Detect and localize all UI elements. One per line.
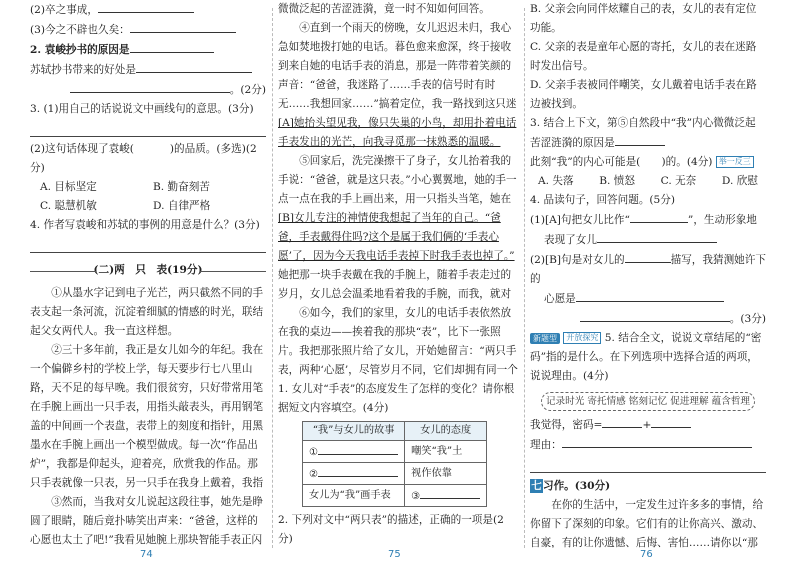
sentence-b: [B]女儿专注的神情使我想起了当年的自己。“爸爸，手表戴得住吗?这个是属于我们俩的‘手表心愿’了，因为今天我电话手表掉下时我手表也掉了。” xyxy=(278,212,515,262)
q3: 3. (1)用自己的话说说文中画线句的意思。(3分) xyxy=(30,103,254,115)
q3-2: (2)这句话体现了袁峻( )的品质。(多选)(2分) xyxy=(30,143,257,174)
table-header: “我”与女儿的故事 xyxy=(303,422,405,441)
divider xyxy=(524,8,525,548)
option-b[interactable]: B. 愤怒 xyxy=(599,175,635,187)
answer-blank[interactable] xyxy=(136,60,252,73)
paragraph-1: ①从墨水字记到电子光芒，两只截然不同的手表支起一条河流，沉淀着细腻的情感的时光，联结起父女两代人。我一直这样想。 xyxy=(30,287,264,337)
q2-option-c[interactable]: C. 父亲的表是童年心愿的寄托，女儿的表在迷路时发出信号。 xyxy=(530,41,757,72)
q5: 新题型 开放探究 5. 结合全文，说说文章结尾的“密码”指的是什么。在下列选项中选择合适的两项，说说理由。(4分) xyxy=(530,332,762,382)
paragraph-6: ⑥如今，我们的家里，女儿的电话手表依然放在我的桌边——挨着我的那块“表”，比下一张照片。我把那张照片给了女儿，开始她留言：“两只手表，两种‘心愿’，尽管岁月不同，它们却拥有同一个 xyxy=(278,307,518,376)
option-b[interactable]: B. 勤奋刻苦 xyxy=(153,181,210,193)
paragraph-4: ④直到一个雨天的傍晚，女儿迟迟未归，我心急如焚地拨打她的电话。暮色愈来愈深，终于接收到来自她的电话手表的消息，那是一阵带着笑颜的声音：“爸爸，我迷路了……手表的信号时有时无……我想回家……”搞着定位，我一路找到这只迷 xyxy=(278,22,517,110)
answer-line[interactable] xyxy=(530,457,766,473)
answer-blank[interactable] xyxy=(602,415,642,428)
answer-blank[interactable] xyxy=(70,80,230,93)
q4: 4. 品读句子，回答问题。(5分) xyxy=(530,194,676,206)
open-badge: 开放探究 xyxy=(563,332,601,344)
answer-blank[interactable] xyxy=(130,20,236,33)
tag-badge: 举一反三 xyxy=(716,156,754,168)
answer-line[interactable] xyxy=(30,237,266,253)
option-d[interactable]: D. 自律严格 xyxy=(153,200,211,212)
q2: 2. 下列对文中“两只表”的描述，正确的一项是(2分) xyxy=(278,514,504,545)
option-c[interactable]: C. 聪慧机敏 xyxy=(40,200,97,212)
answer-blank[interactable] xyxy=(130,40,214,53)
answer-blank[interactable] xyxy=(576,289,724,302)
q1-item3: (3)今之不辟也久矣： xyxy=(30,20,266,40)
paragraph-5-cont: 她把那一块手表戴在我的手腕上，随着手表走过的岁月，女儿总会温柔地看着我的手腕，而我，就对 xyxy=(278,269,512,300)
table-header: 女儿的态度 xyxy=(405,422,487,441)
divider xyxy=(272,8,273,548)
table-row: 女儿为“我”画手表 ③ xyxy=(303,485,487,507)
q3-options xyxy=(530,172,766,191)
page-number: 75 xyxy=(388,549,401,560)
q1-item2: (2)卒之事成， xyxy=(30,0,266,20)
section-title: (二)两 只 表(19分) xyxy=(30,261,266,280)
q2: 2. 袁峻抄书的原因是 xyxy=(30,40,266,60)
option-a[interactable]: A. 失落 xyxy=(538,175,574,187)
sentence-a: [A]她抬头望见我，像只失巢的小鸟，却用扑着电话手表发出的光芒，向我寻觅那一抹熟悉的温暖。 xyxy=(278,117,517,148)
answer-blank[interactable] xyxy=(318,464,398,477)
option-a[interactable]: A. 目标坚定 xyxy=(40,181,97,193)
story-table xyxy=(302,421,487,507)
answer-blank[interactable] xyxy=(318,442,398,455)
table-row: ② 视作依靠 xyxy=(303,463,487,485)
answer-blank[interactable] xyxy=(625,250,671,263)
answer-blank[interactable] xyxy=(630,210,688,223)
q3-b: 此刻“我”的内心可能是( )的。(4分) 举一反三 xyxy=(530,153,766,172)
answer-blank[interactable] xyxy=(597,230,717,243)
paragraph-5: ⑤回家后，洗完澡擦干了身子，女儿抬着我的手说：“爸爸，就是这只表。”小心翼翼地，她的手一点一点在我的手上画出来，用一只指头当笔，她在 xyxy=(278,155,517,205)
options-banner: 记录时光 寄托情感 铭刻记忆 促进理解 蕴含哲理 xyxy=(541,392,755,411)
q4: 4. 作者写袁峻和苏轼的事例的用意是什么？(3分) xyxy=(30,219,260,231)
page-74: (2)卒之事成， (3)今之不辟也久矣： 2. 袁峻抄书的原因是 苏轼抄书带来的好处是 。(2分) 3. (1)用自己的话说说文中画线句的意思。(3分) (2)这句话体现了袁峻( )的品质。(多选)(2分) A. 目标坚定 B. 勤奋刻苦 C. 聪慧机敏 D. 自律严格 4. 作者写袁峻和苏轼的事例的用意是什么？(3分) (二)两 只 表(19分) ①从墨水字记到电子光芒，两只截然不同的手表支起一条河流，沉淀着细腻的情感的时光，联结起父女两代人。我一直这样想。 ②三十多年前，我正是女儿如今的年纪。我在一个偏僻乡村的学校上学，每天要步行七八里山路，天不足的每早晚。我们很贫穷，只好带常用笔在手腕上画出一只手表，用指头敲表头，再用钢笔盖的中间画一个表盘，表带上的刻度和指针，用黑墨水在手腕上画出一个模型做成。每一次“作品出炉”，我都是仰起头，迎着亮，欣赏我的作品。那只手表就像一只表，另一只手在我身上戴着，我指 ③然而，当我对女儿说起这段往事，她先是睁圆了眼睛，随后竟扑哧笑出声来：“爸爸，这样的心愿也太土了吧!”我看见她腕上那块智能手表正闪 xyxy=(30,0,266,548)
paragraph-3: ③然而，当我对女儿说起这段往事，她先是睁圆了眼睛，随后竟扑哧笑出声来：“爸爸，这样的心愿也太土了吧!”我看见她腕上那块智能手表正闪 xyxy=(30,496,264,546)
q3-options xyxy=(30,178,266,216)
page-76: B. 父亲会向同伴炫耀自己的表，女儿的表有定位功能。 C. 父亲的表是童年心愿的寄托，女儿的表在迷路时发出信号。 D. 父亲手表被同伴嘲笑，女儿戴着电话手表在路边被找到。 3. 结合上下文，第⑤自然段中“我”内心微微泛起苦涩涟漪的原因是 此刻“我”的内心可能是( )的。(4分) 举一反三 A. 失落 B. 愤怒 C. 无奈 D. 欣慰 4. 品读句子，回答问题。(5分) (1)[A]句把女儿比作“ ”，生动形象地 表现了女儿 (2)[B]句是对女儿的 描写，我猜测她许下的 心愿是 。(3分) 新题型 开放探究 5. 结合全文，说说文章结尾的“密码”指的是什么。在下列选项中选择合适的两项，说说理由。(4分) 记录时光 寄托情感 铭刻记忆 促进理解 蕴含哲理 我觉得，密码= + 理由： 七习作。(30分) 在你的生活中，一定发生过许多多的事情，给你留下了深刻的印象。它们有的让你高兴、激动、自豪，有的让你遗憾、后悔、害怕……请你以“那 xyxy=(530,0,766,548)
q2-b: 苏轼抄书带来的好处是 xyxy=(30,60,266,80)
answer-blank[interactable] xyxy=(651,415,691,428)
answer-blank[interactable] xyxy=(420,486,480,499)
paragraph-3-cont: 微微泛起的苦涩涟漪，竟一时不知如何回答。 xyxy=(278,3,490,15)
new-question-badge: 新题型 xyxy=(530,333,560,344)
paragraph-2: ②三十多年前，我正是女儿如今的年纪。我在一个偏僻乡村的学校上学，每天要步行七八里山路，天不足的每早晚。我们很贫穷，只好带常用笔在手腕上画出一只手表，用指头敲表头，再用钢笔盖的中间画一个表盘，表带上的刻度和指针，用黑墨水在手腕上画出一个模型做成。每一次“作品出炉”，我都是仰起头，迎着亮，欣赏我的作品。那只手表就像一只表，另一只手在我身上戴着，我指 xyxy=(30,344,264,489)
q3: 3. 结合上下文，第⑤自然段中“我”内心微微泛起苦涩涟漪的原因是 xyxy=(530,117,756,149)
option-c[interactable]: C. 无奈 xyxy=(660,175,697,187)
answer-blank[interactable] xyxy=(98,0,194,13)
option-d[interactable]: D. 欣慰 xyxy=(721,175,758,187)
table-row: ① 嘲笑“我”土 xyxy=(303,441,487,463)
section-7: 七习作。(30分) xyxy=(531,480,611,492)
q1: 1. 女儿对“手表”的态度发生了怎样的变化？请你根据短文内容填空。(4分) xyxy=(278,383,515,414)
answer-blank[interactable] xyxy=(615,133,665,146)
answer-blank[interactable] xyxy=(562,435,752,448)
answer-blank[interactable] xyxy=(580,309,730,322)
q2-option-d[interactable]: D. 父亲手表被同伴嘲笑，女儿戴着电话手表在路边被找到。 xyxy=(530,79,757,110)
page-number: 76 xyxy=(640,549,653,560)
page-number: 74 xyxy=(140,549,153,560)
answer-line[interactable] xyxy=(30,121,266,137)
q2-option-b[interactable]: B. 父亲会向同伴炫耀自己的表，女儿的表有定位功能。 xyxy=(530,3,757,34)
page-75 xyxy=(278,0,518,548)
